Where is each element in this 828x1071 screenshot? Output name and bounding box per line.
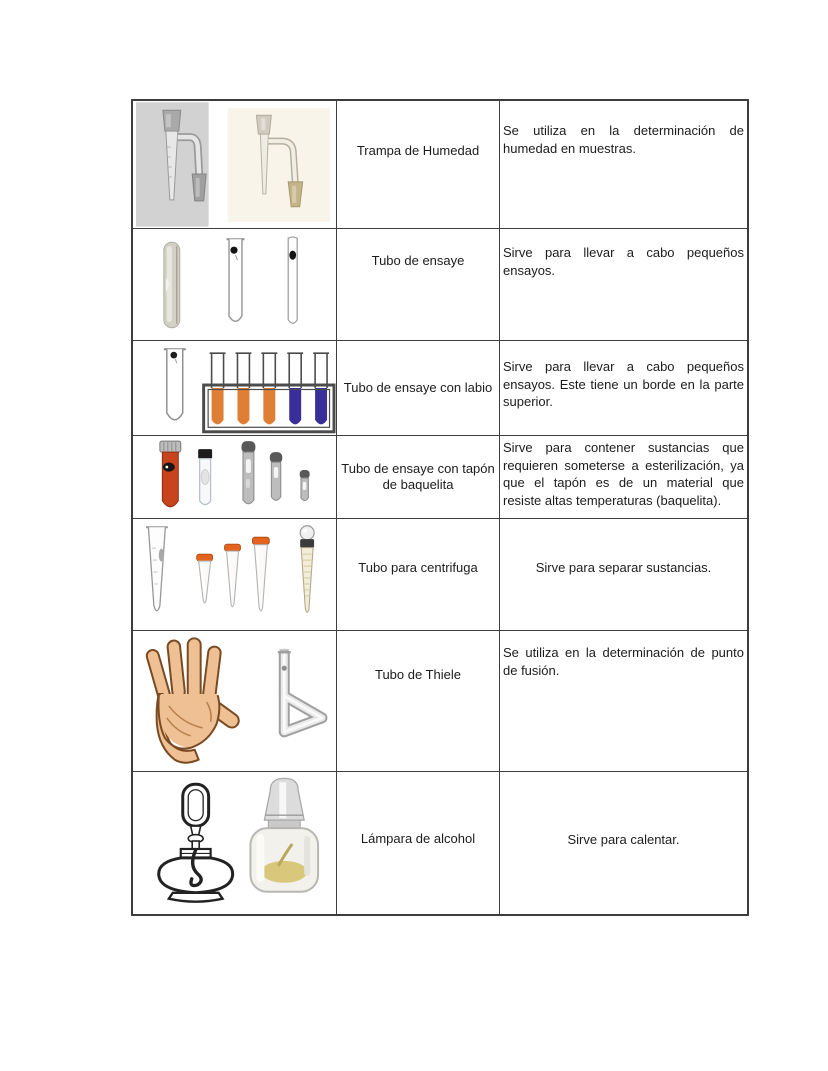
test-tubes-illustration [133, 230, 336, 340]
centrifuge-tubes-illustration [133, 520, 336, 630]
graduated-stoppered-tube-icon [300, 525, 314, 612]
equipment-description: Sirve para calentar. [567, 832, 680, 848]
row3-image-cell [133, 341, 337, 436]
alcohol-lamp-photo-icon [250, 778, 318, 891]
alcohol-lamp-drawing-icon [159, 784, 233, 901]
thiele-tube-illustration [133, 632, 336, 771]
row2-description-cell [500, 229, 747, 341]
gray-capped-tube-medium-icon [270, 452, 282, 500]
orange-cap-tube-medium-icon [225, 544, 241, 607]
row6-name-cell [337, 631, 500, 772]
equipment-name: Tubo de ensaye con tapón de baquelita [341, 461, 495, 492]
row4-name-cell [337, 436, 500, 519]
hand-icon [145, 638, 241, 762]
moisture-trap-photo-cream-icon [228, 108, 330, 221]
gray-capped-tube-small-icon [300, 470, 310, 501]
equipment-description: Sirve para llevar a cabo pequeños ensayos. Este tiene un borde en la parte superior. [503, 359, 744, 409]
test-tube-clear-icon [227, 239, 245, 321]
alcohol-lamp-illustration [133, 774, 336, 913]
row3-description-cell [500, 341, 747, 436]
conical-centrifuge-tube-icon [146, 527, 168, 611]
row5-description-cell [500, 519, 747, 631]
gray-capped-tube-tall-icon [241, 441, 255, 504]
equipment-description: Se utiliza en la determinación de humedad en muestras. [503, 123, 744, 156]
test-tube-narrow-icon [288, 236, 297, 322]
row7-description-cell [500, 772, 747, 914]
equipment-description: Sirve para contener sustancias que requieren someterse a esterilización, ya que el tapón es de un material que resiste altas temperaturas (baquelita). [503, 440, 744, 508]
row7-image-cell [133, 772, 337, 914]
white-capped-tube-icon [198, 449, 212, 504]
row4-description-cell [500, 436, 747, 519]
orange-cap-tube-large-icon [252, 537, 269, 611]
row5-image-cell [133, 519, 337, 631]
row6-image-cell [133, 631, 337, 772]
equipment-name: Tubo de ensaye con labio [343, 380, 493, 395]
row7-name-cell [337, 772, 500, 914]
lipped-tubes-illustration [133, 342, 336, 435]
equipment-name: Tubo de ensaye [371, 252, 465, 268]
equipment-name: Lámpara de alcohol [360, 831, 476, 846]
row3-name-cell [337, 341, 500, 436]
test-tube-filled-icon [164, 242, 180, 328]
lipped-test-tube-icon [164, 349, 186, 420]
row1-image-cell [133, 101, 337, 229]
test-tube-rack-icon [204, 353, 334, 432]
row5-name-cell [337, 519, 500, 631]
row6-description-cell [500, 631, 747, 772]
equipment-description: Sirve para separar sustancias. [535, 559, 712, 575]
equipment-name: Tubo para centrifuga [358, 559, 478, 575]
moisture-trap-photo-gray-icon [136, 102, 209, 226]
row1-description-cell [500, 101, 747, 229]
row4-image-cell [133, 436, 337, 519]
row2-image-cell [133, 229, 337, 341]
equipment-name: Trampa de Humedad [356, 142, 480, 158]
orange-cap-tube-small-icon [197, 554, 213, 603]
moisture-trap-illustration [133, 102, 336, 228]
red-capped-tube-icon [160, 441, 181, 507]
thiele-tube-icon [278, 649, 322, 731]
equipment-description: Sirve para llevar a cabo pequeños ensayos. [503, 245, 744, 278]
equipment-description: Se utiliza en la determinación de punto de fusión. [503, 645, 744, 678]
row1-name-cell [337, 101, 500, 229]
lab-equipment-table [131, 99, 749, 916]
row2-name-cell [337, 229, 500, 341]
equipment-name: Tubo de Thiele [374, 667, 461, 682]
capped-tubes-illustration [133, 437, 336, 518]
